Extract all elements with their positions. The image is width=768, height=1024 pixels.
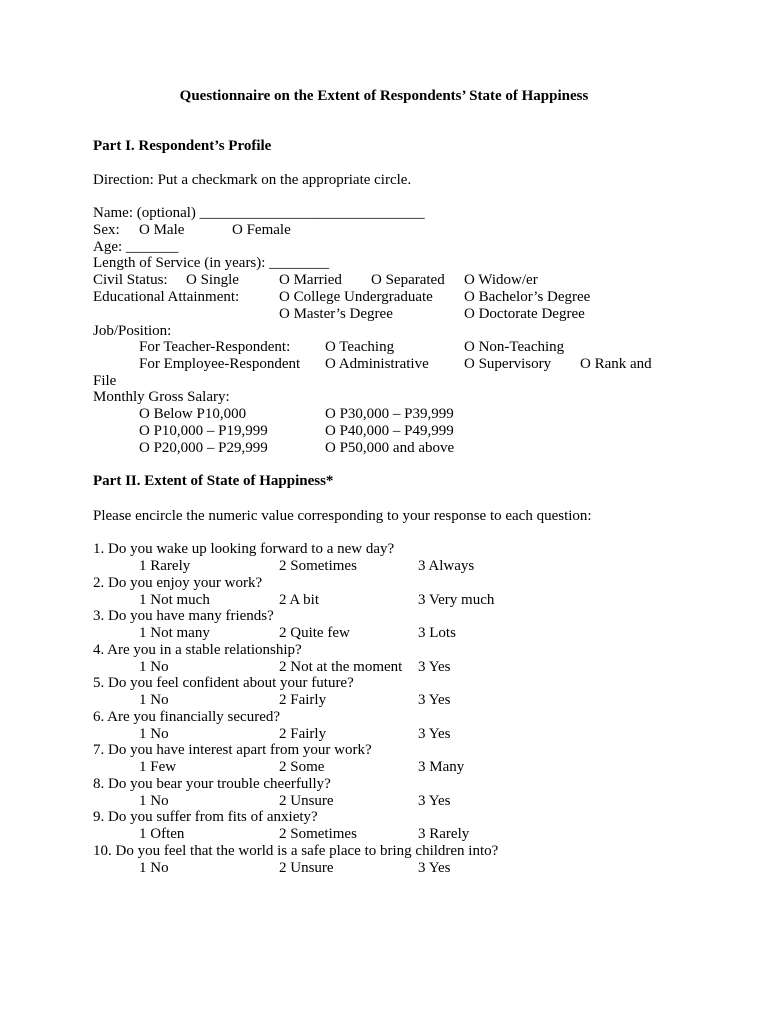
answer-option-3: 3 Yes bbox=[418, 726, 451, 742]
salary-label: Monthly Gross Salary: bbox=[93, 389, 230, 405]
civil-option-separated: O Separated bbox=[371, 272, 445, 288]
answer-option-1: 1 Not many bbox=[139, 625, 210, 641]
education-option-bachelor: O Bachelor’s Degree bbox=[464, 289, 591, 305]
answer-option-3: 3 Rarely bbox=[418, 826, 470, 842]
part2-heading: Part II. Extent of State of Happiness* bbox=[93, 473, 334, 489]
answer-option-1: 1 No bbox=[139, 726, 169, 742]
teacher-label: For Teacher-Respondent: bbox=[139, 339, 291, 355]
answer-option-2: 2 Sometimes bbox=[279, 558, 357, 574]
document-title: Questionnaire on the Extent of Respondents’ State of Happiness bbox=[179, 88, 589, 104]
civil-option-widow: O Widow/er bbox=[464, 272, 538, 288]
answer-option-1: 1 No bbox=[139, 692, 169, 708]
job-option-supervisory: O Supervisory bbox=[464, 356, 552, 372]
part1-heading: Part I. Respondent’s Profile bbox=[93, 138, 272, 154]
job-option-rank-and-file: O Rank and bbox=[580, 356, 652, 372]
civil-status-label: Civil Status: bbox=[93, 272, 168, 288]
salary-option-6: O P50,000 and above bbox=[325, 440, 455, 456]
answer-option-2: 2 Sometimes bbox=[279, 826, 357, 842]
answer-option-1: 1 No bbox=[139, 860, 169, 876]
question-text: 2. Do you enjoy your work? bbox=[93, 575, 263, 591]
salary-option-4: O P30,000 – P39,999 bbox=[325, 406, 454, 422]
sex-option-male: O Male bbox=[139, 222, 185, 238]
job-option-teaching: O Teaching bbox=[325, 339, 395, 355]
question-text: 9. Do you suffer from fits of anxiety? bbox=[93, 809, 318, 825]
education-option-doctorate: O Doctorate Degree bbox=[464, 306, 585, 322]
employee-label: For Employee-Respondent bbox=[139, 356, 301, 372]
answer-option-1: 1 Not much bbox=[139, 592, 210, 608]
answer-option-2: 2 Unsure bbox=[279, 793, 334, 809]
job-option-administrative: O Administrative bbox=[325, 356, 429, 372]
question-text: 8. Do you bear your trouble cheerfully? bbox=[93, 776, 331, 792]
question-text: 1. Do you wake up looking forward to a new day? bbox=[93, 541, 395, 557]
answer-option-3: 3 Yes bbox=[418, 659, 451, 675]
sex-label: Sex: bbox=[93, 222, 120, 238]
answer-option-3: 3 Many bbox=[418, 759, 465, 775]
answer-option-1: 1 Often bbox=[139, 826, 185, 842]
salary-option-5: O P40,000 – P49,999 bbox=[325, 423, 454, 439]
education-label: Educational Attainment: bbox=[93, 289, 240, 305]
question-text: 4. Are you in a stable relationship? bbox=[93, 642, 302, 658]
answer-option-3: 3 Always bbox=[418, 558, 475, 574]
answer-option-1: 1 No bbox=[139, 793, 169, 809]
answer-option-2: 2 Not at the moment bbox=[279, 659, 403, 675]
question-text: 3. Do you have many friends? bbox=[93, 608, 274, 624]
salary-option-2: O P10,000 – P19,999 bbox=[139, 423, 268, 439]
answer-option-3: 3 Very much bbox=[418, 592, 495, 608]
direction-text: Direction: Put a checkmark on the appropriate circle. bbox=[93, 172, 412, 188]
part2-instruction: Please encircle the numeric value corresponding to your response to each question: bbox=[93, 508, 592, 524]
answer-option-1: 1 Few bbox=[139, 759, 177, 775]
question-text: 6. Are you financially secured? bbox=[93, 709, 281, 725]
answer-option-1: 1 Rarely bbox=[139, 558, 191, 574]
service-field: Length of Service (in years): ________ bbox=[93, 255, 330, 271]
question-text: 10. Do you feel that the world is a safe place to bring children into? bbox=[93, 843, 499, 859]
answer-option-3: 3 Yes bbox=[418, 860, 451, 876]
age-field: Age: _______ bbox=[93, 239, 179, 255]
answer-option-3: 3 Lots bbox=[418, 625, 456, 641]
answer-option-2: 2 A bit bbox=[279, 592, 320, 608]
answer-option-2: 2 Some bbox=[279, 759, 325, 775]
answer-option-1: 1 No bbox=[139, 659, 169, 675]
question-text: 7. Do you have interest apart from your work? bbox=[93, 742, 372, 758]
answer-option-2: 2 Fairly bbox=[279, 692, 327, 708]
answer-option-2: 2 Quite few bbox=[279, 625, 350, 641]
answer-option-2: 2 Unsure bbox=[279, 860, 334, 876]
question-text: 5. Do you feel confident about your future? bbox=[93, 675, 354, 691]
civil-option-single: O Single bbox=[186, 272, 239, 288]
education-option-college: O College Undergraduate bbox=[279, 289, 433, 305]
salary-option-1: O Below P10,000 bbox=[139, 406, 247, 422]
sex-option-female: O Female bbox=[232, 222, 291, 238]
answer-option-2: 2 Fairly bbox=[279, 726, 327, 742]
job-option-non-teaching: O Non-Teaching bbox=[464, 339, 565, 355]
civil-option-married: O Married bbox=[279, 272, 342, 288]
salary-option-3: O P20,000 – P29,999 bbox=[139, 440, 268, 456]
job-label: Job/Position: bbox=[93, 323, 172, 339]
name-field: Name: (optional) ______________________________ bbox=[93, 205, 425, 221]
answer-option-3: 3 Yes bbox=[418, 793, 451, 809]
answer-option-3: 3 Yes bbox=[418, 692, 451, 708]
education-option-master: O Master’s Degree bbox=[279, 306, 393, 322]
job-option-rank-and-file-cont: File bbox=[93, 373, 117, 389]
